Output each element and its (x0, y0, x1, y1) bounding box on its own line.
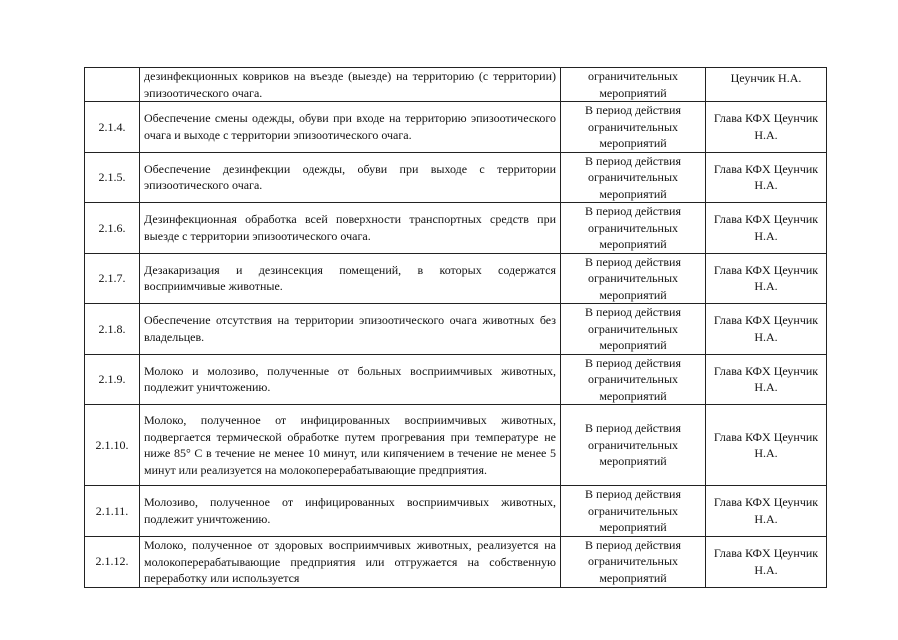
measure-responsible: Глава КФХ Цеунчик Н.А. (706, 102, 827, 153)
measure-description: Молоко, полученное от инфицированных восприимчивых животных, подвергается термической обработке путем прогревания при температуре не ниже 85° С в течение не менее 10 минут, или кипячением в течение не менее 5 минут или реализуется на молокоперерабатывающие предприятия. (140, 405, 561, 486)
measure-description: дезинфекционных ковриков на въезде (выезде) на территорию (с территории) эпизоотического очага. (140, 68, 561, 102)
measure-responsible: Глава КФХ Цеунчик Н.А. (706, 486, 827, 537)
measure-responsible: Глава КФХ Цеунчик Н.А. (706, 253, 827, 304)
item-number: 2.1.12. (85, 536, 140, 587)
table-row (85, 486, 827, 537)
measure-period: В период действия ограничительных мероприятий (561, 536, 706, 587)
table-row (85, 102, 827, 153)
item-number: 2.1.4. (85, 102, 140, 153)
measure-description: Дезинфекционная обработка всей поверхности транспортных средств при выезде с территории эпизоотического очага. (140, 203, 561, 254)
measure-period: В период действия ограничительных мероприятий (561, 354, 706, 405)
item-number: 2.1.7. (85, 253, 140, 304)
measure-period: В период действия ограничительных мероприятий (561, 102, 706, 153)
table-row (85, 536, 827, 587)
table-row (85, 152, 827, 203)
item-number (85, 68, 140, 102)
measure-description: Обеспечение отсутствия на территории эпизоотического очага животных без владельцев. (140, 304, 561, 355)
item-number: 2.1.6. (85, 203, 140, 254)
table-row (85, 354, 827, 405)
measure-period: В период действия ограничительных мероприятий (561, 304, 706, 355)
measure-description: Обеспечение смены одежды, обуви при входе на территорию эпизоотического очага и выходе с территории эпизоотического очага. (140, 102, 561, 153)
measure-responsible: Глава КФХ Цеунчик Н.А. (706, 304, 827, 355)
measure-responsible: Цеунчик Н.А. (706, 68, 827, 102)
item-number: 2.1.10. (85, 405, 140, 486)
measure-responsible: Глава КФХ Цеунчик Н.А. (706, 536, 827, 587)
measure-period: В период действия ограничительных мероприятий (561, 405, 706, 486)
item-number: 2.1.11. (85, 486, 140, 537)
measure-period: ограничительных мероприятий (561, 68, 706, 102)
measure-responsible: Глава КФХ Цеунчик Н.А. (706, 152, 827, 203)
measure-period: В период действия ограничительных мероприятий (561, 486, 706, 537)
measure-description: Молоко, полученное от здоровых восприимчивых животных, реализуется на молокоперерабатывающие предприятия или отгружается на собственную переработку или используется (140, 536, 561, 587)
measure-description: Дезакаризация и дезинсекция помещений, в которых содержатся восприимчивые животные. (140, 253, 561, 304)
table-row (85, 68, 827, 102)
item-number: 2.1.8. (85, 304, 140, 355)
measure-period: В период действия ограничительных мероприятий (561, 152, 706, 203)
measure-description: Молоко и молозиво, полученные от больных восприимчивых животных, подлежит уничтожению. (140, 354, 561, 405)
measure-responsible: Глава КФХ Цеунчик Н.А. (706, 354, 827, 405)
measure-description: Обеспечение дезинфекции одежды, обуви при выходе с территории эпизоотического очага. (140, 152, 561, 203)
measure-period: В период действия ограничительных мероприятий (561, 253, 706, 304)
table-row (85, 253, 827, 304)
table-row (85, 405, 827, 486)
table-row (85, 203, 827, 254)
measures-table (84, 67, 827, 588)
measure-responsible: Глава КФХ Цеунчик Н.А. (706, 405, 827, 486)
item-number: 2.1.5. (85, 152, 140, 203)
measure-responsible: Глава КФХ Цеунчик Н.А. (706, 203, 827, 254)
item-number: 2.1.9. (85, 354, 140, 405)
table-row (85, 304, 827, 355)
measure-description: Молозиво, полученное от инфицированных восприимчивых животных, подлежит уничтожению. (140, 486, 561, 537)
measure-period: В период действия ограничительных мероприятий (561, 203, 706, 254)
